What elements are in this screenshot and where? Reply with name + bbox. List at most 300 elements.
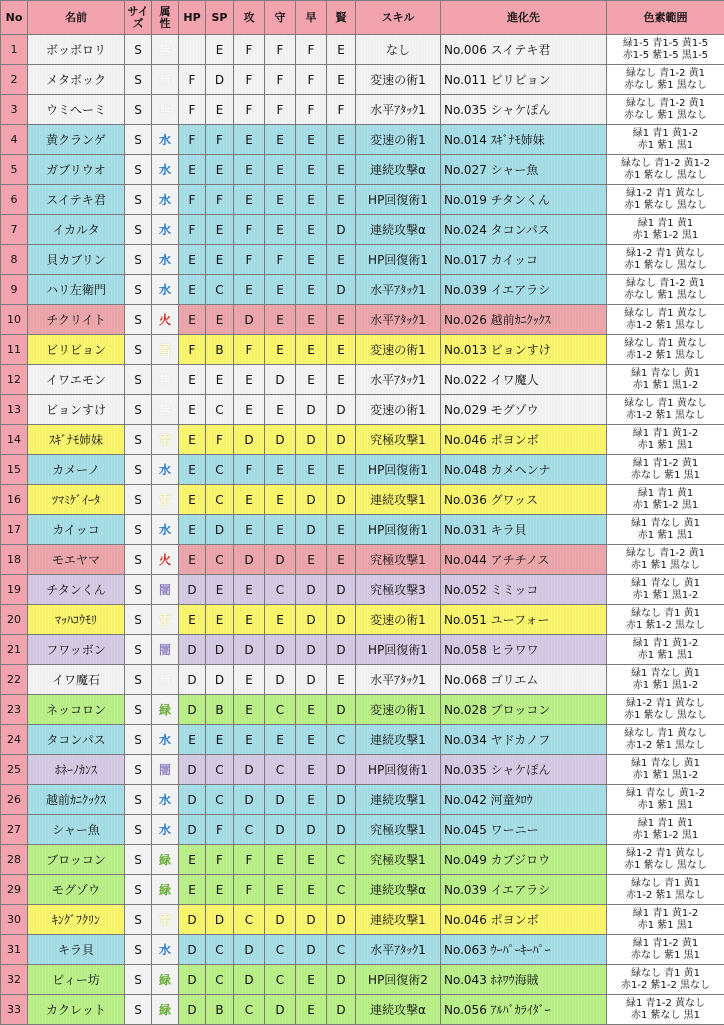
stat-hp: E (179, 875, 206, 905)
stat-sp: D (206, 635, 234, 665)
monster-skill: HP回復術1 (356, 455, 441, 485)
stat-sp: E (206, 95, 234, 125)
stat-intelligence: E (327, 65, 356, 95)
stat-sp: E (206, 365, 234, 395)
stat-attack: E (234, 185, 265, 215)
pigment-range (607, 725, 724, 755)
stat-sp: E (206, 35, 234, 65)
stat-sp: C (206, 755, 234, 785)
pigment-range (607, 605, 724, 635)
stat-attack: D (234, 425, 265, 455)
table-row (1, 185, 724, 215)
monster-attribute: 闇 (152, 755, 179, 785)
monster-evolution: No.058 ヒラワワ (441, 635, 607, 665)
row-number: 26 (1, 785, 28, 815)
monster-size: S (125, 125, 152, 155)
row-number: 3 (1, 95, 28, 125)
table-row (1, 875, 724, 905)
monster-attribute: 緑 (152, 995, 179, 1025)
stat-hp: E (179, 515, 206, 545)
monster-evolution: No.034 ヤドカノフ (441, 725, 607, 755)
stat-defense: E (265, 875, 296, 905)
stat-speed: E (296, 845, 327, 875)
stat-sp: B (206, 995, 234, 1025)
stat-sp: F (206, 845, 234, 875)
monster-size: S (125, 995, 152, 1025)
monster-attribute: 水 (152, 245, 179, 275)
stat-defense: E (265, 455, 296, 485)
monster-evolution: No.028 ブロッコン (441, 695, 607, 725)
stat-speed: E (296, 455, 327, 485)
stat-intelligence: E (327, 665, 356, 695)
monster-skill: 変速の術1 (356, 335, 441, 365)
monster-size: S (125, 485, 152, 515)
pigment-range-line2: 赤1 紫1 黒なし (631, 560, 700, 571)
pigment-range-line2: 赤なし 紫1 黒なし (624, 110, 707, 121)
stat-hp: E (179, 155, 206, 185)
stat-hp: D (179, 575, 206, 605)
stat-speed: F (296, 65, 327, 95)
stat-attack: F (234, 875, 265, 905)
row-number: 9 (1, 275, 28, 305)
pigment-range (607, 995, 724, 1025)
monster-attribute: 無 (152, 665, 179, 695)
stat-speed: D (296, 575, 327, 605)
stat-attack: F (234, 845, 265, 875)
pigment-range (607, 845, 724, 875)
stat-speed: D (296, 665, 327, 695)
pigment-range (607, 425, 724, 455)
stat-intelligence: E (327, 185, 356, 215)
stat-intelligence: E (327, 365, 356, 395)
stat-attack: D (234, 635, 265, 665)
stat-intelligence: E (327, 455, 356, 485)
monster-name: ｽｷﾞﾅﾓ姉妹 (28, 425, 125, 455)
monster-skill: 究極攻撃1 (356, 845, 441, 875)
monster-attribute: 水 (152, 455, 179, 485)
stat-hp: E (179, 305, 206, 335)
monster-name: イワ魔石 (28, 665, 125, 695)
row-number: 13 (1, 395, 28, 425)
stat-hp: E (179, 425, 206, 455)
pigment-range-line2: 赤1 紫1 黒1 (638, 650, 693, 661)
monster-name: モグゾウ (28, 875, 125, 905)
monster-skill: HP回復術1 (356, 515, 441, 545)
pigment-range (607, 965, 724, 995)
monster-skill: 変速の術1 (356, 605, 441, 635)
monster-size: S (125, 815, 152, 845)
monster-attribute: 緑 (152, 875, 179, 905)
header-size-line2: ズ (133, 17, 144, 30)
stat-speed: D (296, 935, 327, 965)
stat-speed: E (296, 785, 327, 815)
monster-name: ｷﾝｸﾞﾌｸﾘﾝ (28, 905, 125, 935)
stat-intelligence: D (327, 605, 356, 635)
pigment-range-line1: 緑1-2 青1 黄なし (626, 188, 705, 199)
pigment-range (607, 185, 724, 215)
stat-defense: C (265, 575, 296, 605)
monster-size: S (125, 875, 152, 905)
monster-skill: 究極攻撃1 (356, 425, 441, 455)
monster-skill: HP回復術1 (356, 755, 441, 785)
pigment-range-line1: 緑1 青1 黄1-2 (633, 428, 698, 439)
stat-sp: E (206, 875, 234, 905)
monster-name: ピィー坊 (28, 965, 125, 995)
table-row (1, 665, 724, 695)
stat-speed: D (296, 605, 327, 635)
table-row (1, 305, 724, 335)
table-row (1, 545, 724, 575)
monster-attribute: 無 (152, 395, 179, 425)
monster-size: S (125, 785, 152, 815)
header-attack: 攻 (234, 1, 265, 35)
monster-evolution: No.014 ｽｷﾞﾅﾓ姉妹 (441, 125, 607, 155)
stat-intelligence: D (327, 635, 356, 665)
monster-attribute: 緑 (152, 845, 179, 875)
monster-skill: 究極攻撃1 (356, 545, 441, 575)
row-number: 21 (1, 635, 28, 665)
pigment-range (607, 35, 724, 65)
stat-defense: C (265, 755, 296, 785)
pigment-range-line2: 赤なし 紫1 黒なし (624, 80, 707, 91)
monster-size: S (125, 65, 152, 95)
header-pigment-range: 色素範囲 (607, 1, 724, 35)
stat-attack: D (234, 545, 265, 575)
pigment-range (607, 665, 724, 695)
pigment-range-line1: 緑なし 青1-2 黄1 (626, 278, 705, 289)
monster-attribute: 水 (152, 815, 179, 845)
stat-sp: E (206, 245, 234, 275)
monster-skill: 究極攻撃1 (356, 815, 441, 845)
table-row (1, 65, 724, 95)
pigment-range-line2: 赤1 紫なし 黒1 (631, 1010, 700, 1021)
monster-skill: 変速の術1 (356, 695, 441, 725)
monster-evolution: No.036 グワッス (441, 485, 607, 515)
monster-attribute: 水 (152, 785, 179, 815)
pigment-range (607, 65, 724, 95)
monster-name: フワッボン (28, 635, 125, 665)
stat-attack: F (234, 215, 265, 245)
pigment-range-line2: 赤1 紫1 黒1-2 (633, 680, 698, 691)
stat-attack: E (234, 155, 265, 185)
stat-hp: D (179, 785, 206, 815)
stat-intelligence: D (327, 995, 356, 1025)
header-row (1, 1, 724, 35)
stat-speed: D (296, 815, 327, 845)
header-skill: スキル (356, 1, 441, 35)
table-body (1, 35, 724, 1025)
stat-sp: F (206, 425, 234, 455)
row-number: 16 (1, 485, 28, 515)
table-row (1, 95, 724, 125)
pigment-range-line2: 赤1 紫なし 黒なし (624, 860, 707, 871)
stat-attack: C (234, 905, 265, 935)
monster-evolution: No.039 イエアラシ (441, 875, 607, 905)
pigment-range-line2: 赤1 紫なし 黒なし (624, 170, 707, 181)
monster-name: メタボック (28, 65, 125, 95)
row-number: 22 (1, 665, 28, 695)
monster-size: S (125, 425, 152, 455)
stat-defense: D (265, 905, 296, 935)
pigment-range-line1: 緑なし 青1-2 黄1-2 (621, 158, 710, 169)
stat-intelligence: E (327, 305, 356, 335)
monster-evolution: No.045 ワーニー (441, 815, 607, 845)
stat-attack: E (234, 125, 265, 155)
stat-attack: E (234, 275, 265, 305)
pigment-range-line1: 緑1-5 青1-5 黄1-5 (623, 38, 708, 49)
stat-intelligence: E (327, 515, 356, 545)
monster-size: S (125, 905, 152, 935)
stat-intelligence: E (327, 245, 356, 275)
monster-attribute: 水 (152, 275, 179, 305)
pigment-range-line1: 緑1 青なし 黄1 (631, 578, 700, 589)
row-number: 24 (1, 725, 28, 755)
stat-speed: E (296, 305, 327, 335)
table-row (1, 605, 724, 635)
monster-name: ﾂﾏﾐｹﾞｲｰﾀ (28, 485, 125, 515)
table-row (1, 935, 724, 965)
stat-attack: E (234, 605, 265, 635)
stat-attack: F (234, 95, 265, 125)
pigment-range (607, 755, 724, 785)
stat-speed: D (296, 905, 327, 935)
stat-sp: D (206, 665, 234, 695)
stat-sp: B (206, 335, 234, 365)
monster-name: キラ貝 (28, 935, 125, 965)
pigment-range (607, 125, 724, 155)
pigment-range (607, 365, 724, 395)
stat-hp: D (179, 995, 206, 1025)
pigment-range-line2: 赤1 紫なし 黒なし (624, 200, 707, 211)
pigment-range-line1: 緑1 青なし 黄1 (631, 518, 700, 529)
monster-attribute: 火 (152, 305, 179, 335)
monster-evolution: No.043 ﾎﾈﾜｳ海賊 (441, 965, 607, 995)
monster-skill: 連続攻撃α (356, 215, 441, 245)
pigment-range-line2: 赤1 紫1 黒1 (638, 800, 693, 811)
pigment-range-line1: 緑なし 青1-2 黄1 (626, 68, 705, 79)
stat-attack: E (234, 725, 265, 755)
row-number: 19 (1, 575, 28, 605)
stat-intelligence: D (327, 485, 356, 515)
pigment-range-line1: 緑1 青1 黄1-2 (633, 128, 698, 139)
pigment-range (607, 545, 724, 575)
stat-attack: E (234, 695, 265, 725)
monster-name: シャー魚 (28, 815, 125, 845)
stat-sp: F (206, 125, 234, 155)
pigment-range (607, 515, 724, 545)
stat-defense: E (265, 305, 296, 335)
monster-skill: 水平ｱﾀｯｸ1 (356, 275, 441, 305)
pigment-range-line1: 緑1 青なし 黄1 (631, 758, 700, 769)
stat-attack: F (234, 35, 265, 65)
stat-defense: C (265, 965, 296, 995)
pigment-range-line1: 緑1 青なし 黄1-2 (626, 788, 705, 799)
row-number: 2 (1, 65, 28, 95)
stat-speed: E (296, 335, 327, 365)
monster-attribute: 水 (152, 215, 179, 245)
stat-sp: C (206, 935, 234, 965)
pigment-range-line1: 緑なし 青1 黄なし (624, 398, 707, 409)
row-number: 1 (1, 35, 28, 65)
monster-size: S (125, 605, 152, 635)
monster-evolution: No.044 アチチノス (441, 545, 607, 575)
stat-defense: E (265, 125, 296, 155)
stat-sp: F (206, 185, 234, 215)
stat-speed: D (296, 635, 327, 665)
stat-intelligence: D (327, 395, 356, 425)
table-row (1, 395, 724, 425)
pigment-range (607, 95, 724, 125)
pigment-range (607, 785, 724, 815)
monster-skill: 変速の術1 (356, 395, 441, 425)
stat-speed: E (296, 365, 327, 395)
monster-size: S (125, 515, 152, 545)
row-number: 32 (1, 965, 28, 995)
monster-size: S (125, 695, 152, 725)
monster-evolution: No.049 カブジロウ (441, 845, 607, 875)
pigment-range-line1: 緑1 青1 黄1 (638, 818, 693, 829)
header-hp: HP (179, 1, 206, 35)
stat-defense: C (265, 935, 296, 965)
stat-intelligence: D (327, 905, 356, 935)
stat-speed: F (296, 35, 327, 65)
table-row (1, 35, 724, 65)
stat-speed: E (296, 965, 327, 995)
stat-defense: E (265, 395, 296, 425)
monster-evolution: No.019 チタンくん (441, 185, 607, 215)
monster-skill: 連続攻撃α (356, 995, 441, 1025)
monster-evolution: No.024 タコンパス (441, 215, 607, 245)
monster-size: S (125, 575, 152, 605)
stat-sp: C (206, 965, 234, 995)
monster-size: S (125, 155, 152, 185)
stat-intelligence: D (327, 785, 356, 815)
pigment-range-line2: 赤1 紫1 黒1-2 (633, 770, 698, 781)
monster-skill: HP回復術1 (356, 185, 441, 215)
monster-evolution: No.035 シャケぽん (441, 755, 607, 785)
stat-speed: D (296, 515, 327, 545)
monster-skill: 連続攻撃1 (356, 905, 441, 935)
stat-intelligence: D (327, 575, 356, 605)
pigment-range-line2: 赤1-2 紫1 黒なし (626, 350, 705, 361)
stat-defense: F (265, 95, 296, 125)
stat-intelligence: D (327, 425, 356, 455)
monster-evolution: No.013 ビョンすけ (441, 335, 607, 365)
monster-evolution: No.022 イワ魔人 (441, 365, 607, 395)
pigment-range-line1: 緑1 青1-2 黄なし (626, 998, 705, 1009)
stat-defense: D (265, 545, 296, 575)
stat-intelligence: C (327, 935, 356, 965)
monster-size: S (125, 305, 152, 335)
pigment-range-line1: 緑なし 青1 黄なし (624, 728, 707, 739)
stat-sp: C (206, 485, 234, 515)
monster-evolution: No.063 ｳｰﾊﾟｰｷｰﾊﾟｰ (441, 935, 607, 965)
pigment-range-line1: 緑1 青1 黄1-2 (633, 638, 698, 649)
monster-name: ネッコロン (28, 695, 125, 725)
stat-intelligence: E (327, 125, 356, 155)
stat-sp: E (206, 575, 234, 605)
row-number: 14 (1, 425, 28, 455)
monster-name: カクレット (28, 995, 125, 1025)
stat-defense: D (265, 635, 296, 665)
stat-speed: D (296, 425, 327, 455)
stat-attack: D (234, 305, 265, 335)
table-row (1, 845, 724, 875)
pigment-range-line1: 緑1 青1 黄1-2 (633, 908, 698, 919)
row-number: 10 (1, 305, 28, 335)
row-number: 33 (1, 995, 28, 1025)
header-evolution: 進化先 (441, 1, 607, 35)
stat-sp: D (206, 65, 234, 95)
table-row (1, 785, 724, 815)
monster-attribute: 無 (152, 95, 179, 125)
stat-hp: E (179, 455, 206, 485)
pigment-range (607, 935, 724, 965)
stat-sp: B (206, 695, 234, 725)
row-number: 12 (1, 365, 28, 395)
monster-name: ﾏｯﾊｺｳﾓﾘ (28, 605, 125, 635)
row-number: 17 (1, 515, 28, 545)
stat-hp: F (179, 125, 206, 155)
header-size-line1: サイ (127, 5, 148, 18)
stat-defense: F (265, 35, 296, 65)
pigment-range (607, 155, 724, 185)
pigment-range-line1: 緑なし 青1 黄1 (631, 968, 700, 979)
pigment-range-line2: 赤なし 紫1 黒1 (631, 950, 700, 961)
stat-intelligence: E (327, 545, 356, 575)
stat-intelligence: D (327, 965, 356, 995)
stat-defense: E (265, 485, 296, 515)
monster-evolution: No.027 シャー魚 (441, 155, 607, 185)
stat-sp: C (206, 395, 234, 425)
stat-sp: C (206, 545, 234, 575)
monster-skill: 究極攻撃3 (356, 575, 441, 605)
monster-size: S (125, 545, 152, 575)
stat-attack: E (234, 485, 265, 515)
row-number: 15 (1, 455, 28, 485)
monster-size: S (125, 95, 152, 125)
stat-defense: E (265, 845, 296, 875)
stat-speed: D (296, 395, 327, 425)
table-row (1, 815, 724, 845)
stat-speed: E (296, 995, 327, 1025)
monster-name: ハリ左衛門 (28, 275, 125, 305)
monster-skill: 変速の術1 (356, 65, 441, 95)
pigment-range-line2: 赤1 紫1 黒1 (638, 440, 693, 451)
table-row (1, 575, 724, 605)
header-size (125, 1, 152, 35)
pigment-range-line1: 緑1 青1-2 黄1 (633, 938, 698, 949)
monster-name: ﾎﾈｰﾉｶﾝｽ (28, 755, 125, 785)
stat-attack: C (234, 995, 265, 1025)
monster-name: スイテキ君 (28, 185, 125, 215)
pigment-range-line2: 赤1-2 紫1 黒なし (626, 890, 705, 901)
monster-evolution: No.026 越前ｶﾆｸｯｸｽ (441, 305, 607, 335)
pigment-range-line1: 緑1 青なし 黄1 (631, 368, 700, 379)
header-attr-line2: 性 (160, 17, 171, 30)
stat-defense: E (265, 725, 296, 755)
pigment-range-line1: 緑なし 青1 黄1 (631, 878, 700, 889)
pigment-range (607, 455, 724, 485)
stat-sp: C (206, 275, 234, 305)
stat-hp: F (179, 215, 206, 245)
monster-size: S (125, 965, 152, 995)
monster-skill: 連続攻撃α (356, 875, 441, 905)
monster-name: イワエモン (28, 365, 125, 395)
row-number: 4 (1, 125, 28, 155)
monster-name: 越前ｶﾆｸｯｸｽ (28, 785, 125, 815)
row-number: 20 (1, 605, 28, 635)
